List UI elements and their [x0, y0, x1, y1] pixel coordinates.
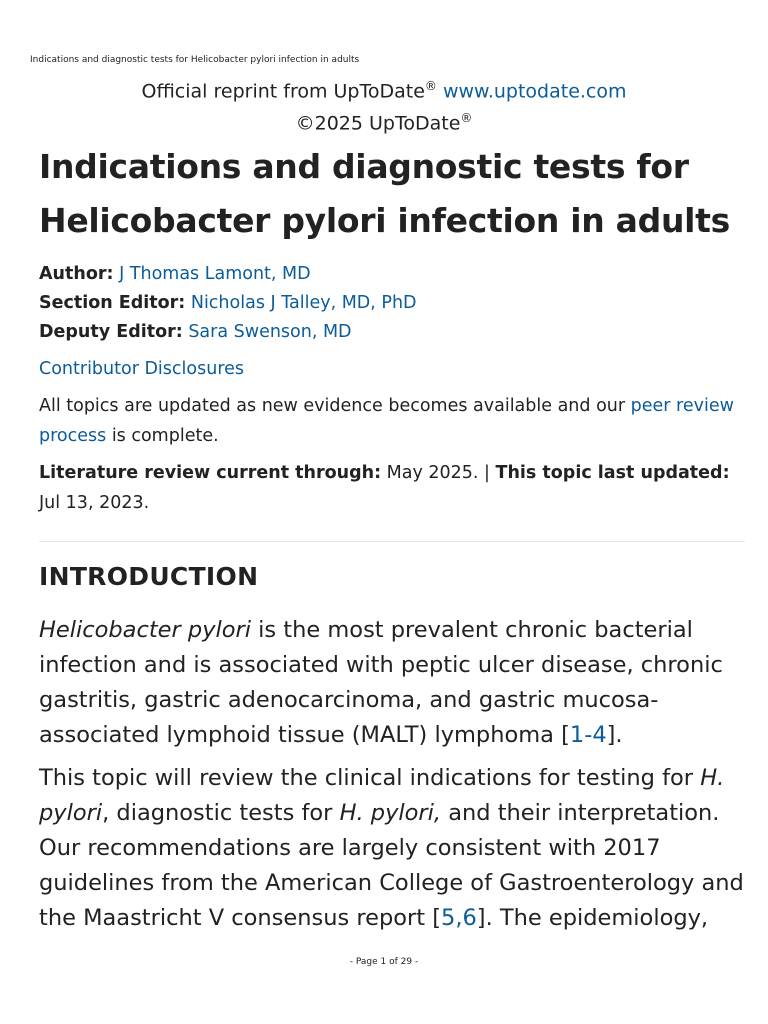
literature-status	[39, 459, 745, 518]
running-header: Indications and diagnostic tests for Helicobacter pylori infection in adults	[30, 55, 360, 65]
registered-mark: ®	[460, 111, 473, 126]
last-updated-label: This topic last updated:	[495, 463, 730, 483]
intro-paragraph-1	[39, 613, 745, 753]
author-label: Author:	[39, 264, 114, 284]
uptodate-url-link[interactable]: www.uptodate.com	[442, 80, 627, 103]
copyright-line	[0, 105, 768, 137]
section-editor-link[interactable]: Nicholas J Talley, MD, PhD	[190, 293, 417, 313]
contributor-disclosures-link[interactable]: Contributor Disclosures	[39, 359, 245, 379]
paragraph-text: , diagnostic tests for	[102, 800, 340, 826]
update-note-end: is complete.	[106, 425, 219, 446]
article-content	[39, 140, 745, 936]
literature-review-date: May 2025. |	[381, 463, 496, 483]
reprint-prefix: Official reprint from UpToDate	[141, 80, 425, 103]
paragraph-text: ]. The epidemiology,	[476, 905, 709, 931]
page-footer: - Page 1 of 29 -	[349, 957, 419, 967]
italic-term: Helicobacter pylori	[39, 617, 252, 643]
section-editor-label: Section Editor:	[39, 293, 186, 313]
paragraph-text: is the most prevalent chronic bacterial infection and is associated with peptic ulcer disease, chronic gastritis, gastric adenocarcinoma, and gastric mucosa-associated lymphoid tissue (MALT) lymphoma [	[39, 617, 723, 748]
author-link[interactable]: J Thomas Lamont, MD	[119, 264, 311, 284]
paragraph-text: and their interpretation. Our recommendations are largely consistent with 2017 guidelines from the American College of Gastroenterology and the Maastricht V consensus report [	[39, 800, 744, 931]
article-title: Indications and diagnostic tests for Helicobacter pylori infection in adults	[39, 147, 730, 240]
divider	[39, 541, 745, 542]
italic-term: H. pylori	[39, 765, 725, 826]
deputy-editor-line	[39, 318, 745, 347]
deputy-editor-label: Deputy Editor:	[39, 322, 183, 342]
intro-paragraph-2	[39, 761, 745, 936]
literature-review-label: Literature review current through:	[39, 463, 382, 483]
section-editor-line	[39, 289, 745, 318]
copyright-text: ©2025 UpToDate	[295, 112, 461, 135]
deputy-editor-link[interactable]: Sara Swenson, MD	[188, 322, 352, 342]
peer-review-process-link[interactable]: peer review process	[39, 396, 734, 446]
reference-link-5-6[interactable]: 5,6	[441, 905, 477, 931]
reprint-notice	[0, 73, 768, 138]
paragraph-text: This topic will review the clinical indications for testing for	[39, 765, 701, 791]
update-note-text: All topics are updated as new evidence becomes available and our	[39, 396, 631, 416]
reference-link-1-4[interactable]: 1-4	[569, 722, 607, 748]
paragraph-text: ].	[606, 722, 623, 748]
disclosures-row	[39, 355, 745, 384]
introduction-heading: INTRODUCTION	[39, 562, 259, 591]
italic-term: H. pylori,	[339, 800, 442, 826]
reprint-line	[0, 73, 768, 105]
credits	[39, 260, 745, 347]
author-line	[39, 260, 745, 289]
update-note	[39, 392, 745, 451]
last-updated-date: Jul 13, 2023.	[39, 492, 150, 513]
registered-mark: ®	[424, 79, 437, 93]
